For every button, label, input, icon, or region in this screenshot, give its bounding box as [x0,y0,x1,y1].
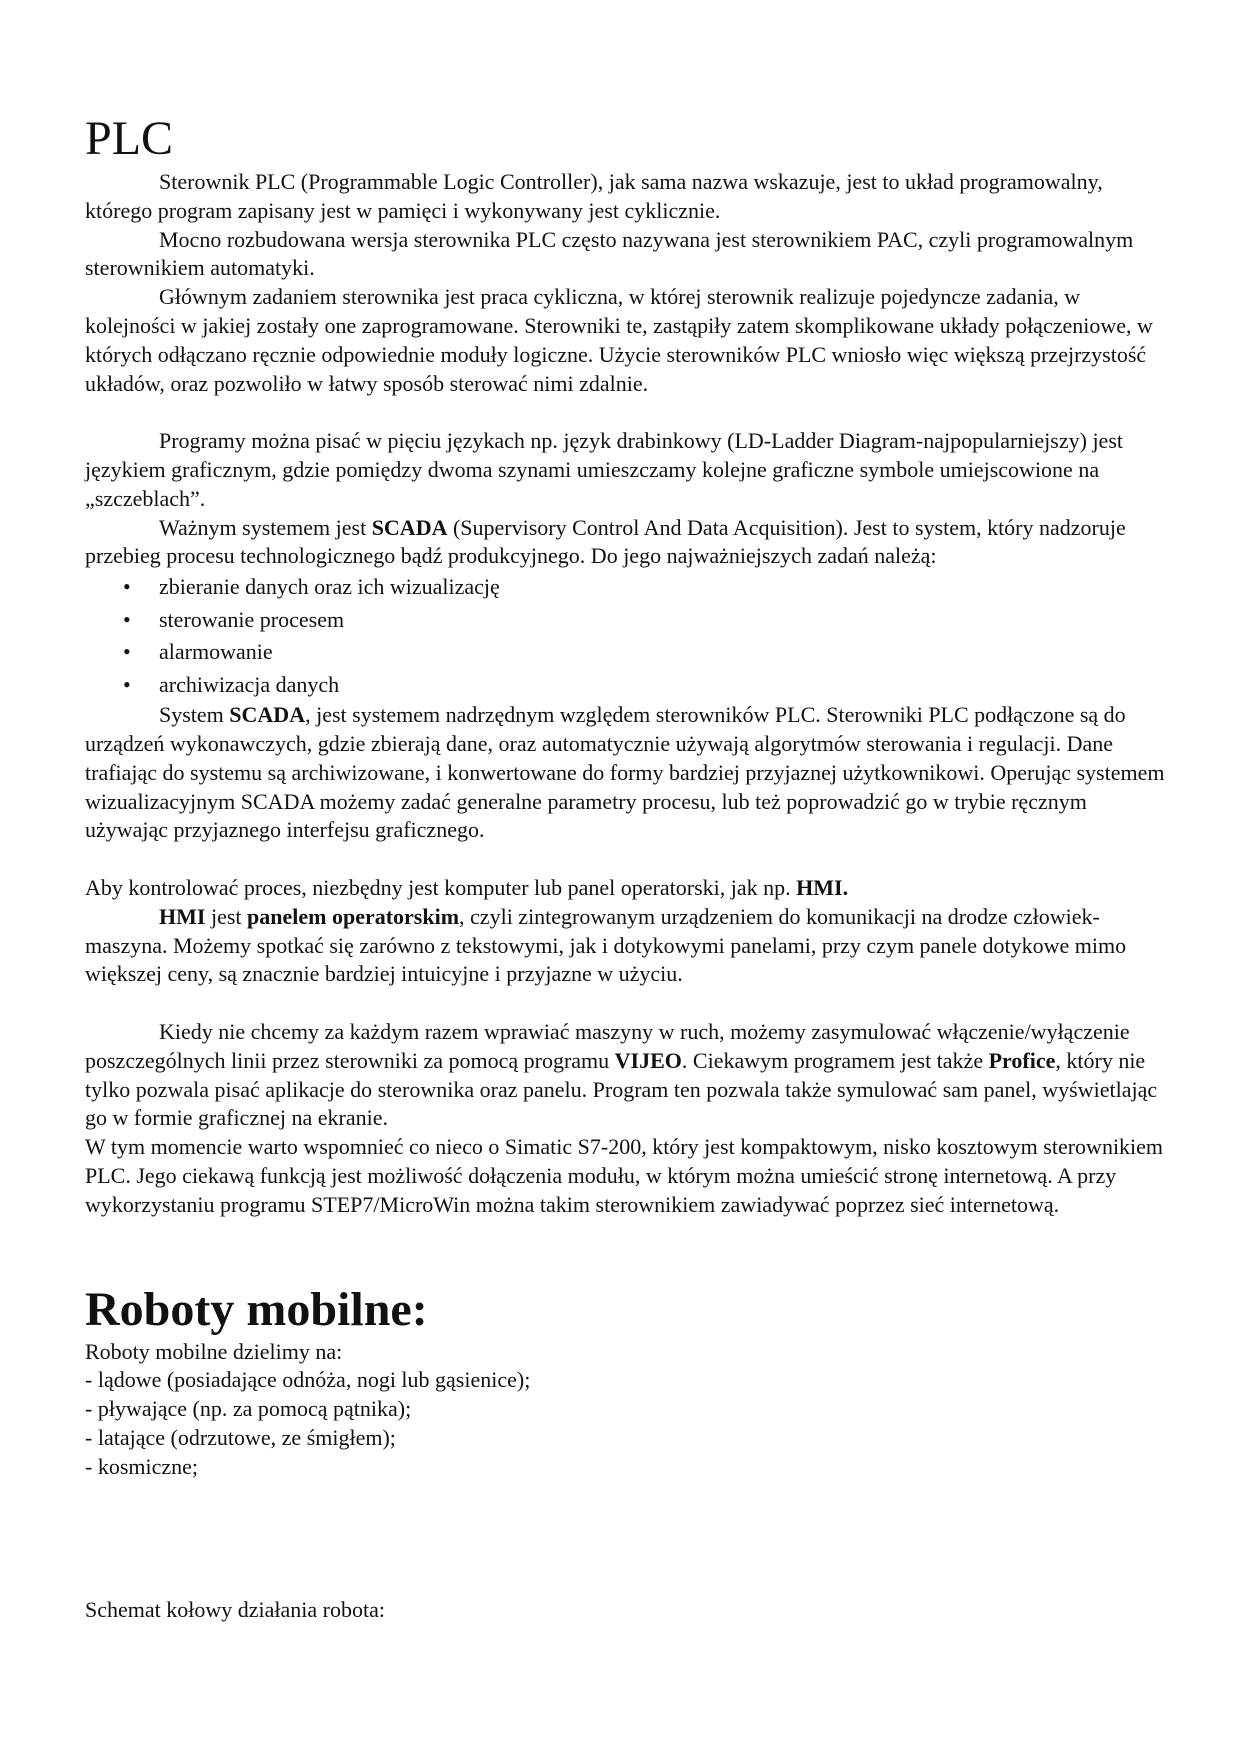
text-span: (Supervisory Control And Data Acquisition). Jest to system, który nadzoruje przebieg procesu technologicznego bądź produkcyjnego. Do jego najważniejszych zadań należą: [85,514,1126,569]
list-item-text: sterowanie procesem [159,606,345,632]
schemat-caption: Schemat kołowy działania robota: [85,1597,385,1623]
paragraph-languages: Programy można pisać w pięciu językach np. język drabinkowy (LD-Ladder Diagram-najpopularniejszy) jest językiem graficznym, gdzie pomiędzy dwoma szynami umieszczamy kolejne graficzne symbole umiejscowione na „szczeblach”. [85,428,1123,511]
text-span: Kiedy nie chcemy za każdym razem wprawiać maszyny w ruch, możemy zasymulować włączenie/wyłączenie poszczególnych linii przez sterowniki za pomocą programu [85,1018,1130,1073]
spacer [85,1481,1170,1596]
list-item-text: alarmowanie [159,639,273,665]
paragraph-hmi-intro [85,874,1170,903]
paragraph-cyclic-work: Głównym zadaniem sterownika jest praca cykliczna, w której sterownik realizuje pojedyncze zadania, w kolejności w jakiej zostały one zaprogramowane. Sterowniki te, zastąpiły zatem skomplikowane układy połączeniowe, w których odłączano ręcznie odpowiednie moduły logiczne. Użycie sterowników PLC wniosło więc większą przejrzystość układów, oraz pozwoliło w łatwy sposób sterować nimi zdalnie. [85,284,1153,396]
text-span: Ważnym systemem jest [159,514,372,540]
paragraph-hmi-panel [85,903,1170,989]
bold-panel: panelem operatorskim [247,903,460,929]
heading-roboty-mobilne: Roboty mobilne: [85,1282,428,1336]
paragraph-pac: Mocno rozbudowana wersja sterownika PLC często nazywana jest sterownikiem PAC, czyli programowalnym sterownikiem automatyki. [85,226,1134,281]
roboty-item: - pływające (np. za pomocą pątnika); [85,1396,412,1422]
paragraph-scada-intro [85,514,1170,572]
bold-hmi: HMI. [796,874,849,900]
list-item-text: archiwizacja danych [159,671,340,697]
bullet-icon: • [123,574,131,600]
document-page [85,110,1170,1625]
spacer [85,1220,1170,1282]
bold-profice: Proficе [988,1047,1056,1073]
list-item [85,669,1170,702]
paragraph-plc-definition: Sterownik PLC (Programmable Logic Controller), jak sama nazwa wskazuje, jest to układ programowalny, którego program zapisany jest w pamięci i wykonywany jest cyklicznie. [85,169,1103,223]
blank-line [85,989,1170,1018]
roboty-item: - lądowe (posiadające odnóża, nogi lub gąsienice); [85,1367,531,1393]
roboty-item: - kosmiczne; [85,1453,199,1479]
blank-line [85,398,1170,427]
paragraph-simatic: W tym momencie warto wspomnieć co nieco o Simatic S7-200, który jest kompaktowym, nisko kosztowym sterownikiem PLC. Jego ciekawą funkcją jest możliwość dołączenia modułu, w którym można umieścić stronę internetową. A przy wykorzystaniu programu STEP7/MicroWin można takim sterownikiem zawiadywać poprzez sieć internetową. [85,1134,1164,1217]
list-item [85,571,1170,604]
list-item-text: zbieranie danych oraz ich wizualizację [159,574,500,600]
text-span: , czyli zintegrowanym urządzeniem do komunikacji na drodze człowiek-maszyna. Możemy spotkać się zarówno z tekstowymi, jak i dotykowymi panelami, przy czym panele dotykowe mimo większej ceny, są znacznie bardziej intuicyjne i przyjazne w użyciu. [85,903,1127,987]
list-item [85,604,1170,637]
heading-plc: PLC [85,112,174,165]
roboty-item: - latające (odrzutowe, ze śmigłem); [85,1424,396,1450]
bold-scada: SCADA [229,702,306,728]
bullet-icon: • [123,639,131,665]
paragraph-scada-system [85,701,1170,845]
bullet-icon: • [123,606,131,632]
scada-tasks-list [85,571,1170,701]
bold-vijeo: VIJEO [614,1047,682,1073]
text-span: . Ciekawym programem jest także [681,1047,989,1073]
list-item [85,636,1170,669]
text-span: , jest systemem nadrzędnym względem sterowników PLC. Sterowniki PLC podłączone są do urządzeń wykonawczych, gdzie zbierają dane, oraz automatycznie używają algorytmów sterowania i regulacji. Dane trafiając do systemu są archiwizowane, i konwertowane do formy bardziej przyjaznej użytkownikowi. Operując systemem wizualizacyjnym SCADA możemy zadać generalne parametry procesu, lub też poprowadzić go w trybie ręcznym używając przyjaznego interfejsu graficznego. [85,702,1165,843]
text-span: Aby kontrolować proces, niezbędny jest komputer lub panel operatorski, jak np. [85,874,797,900]
text-span: System [159,702,230,728]
blank-line [85,845,1170,874]
bold-hmi: HMI [159,903,206,929]
text-span: jest [205,903,248,929]
bullet-icon: • [123,671,131,697]
roboty-intro: Roboty mobilne dzielimy na: [85,1338,343,1364]
text-span: , który nie tylko pozwala pisać aplikacje do sterownika oraz panelu. Program ten pozwala także symulować sam panel, wyświetlając go w formie graficznej na ekranie. [85,1047,1158,1131]
bold-scada: SCADA [371,514,448,540]
paragraph-simulation [85,1018,1170,1133]
